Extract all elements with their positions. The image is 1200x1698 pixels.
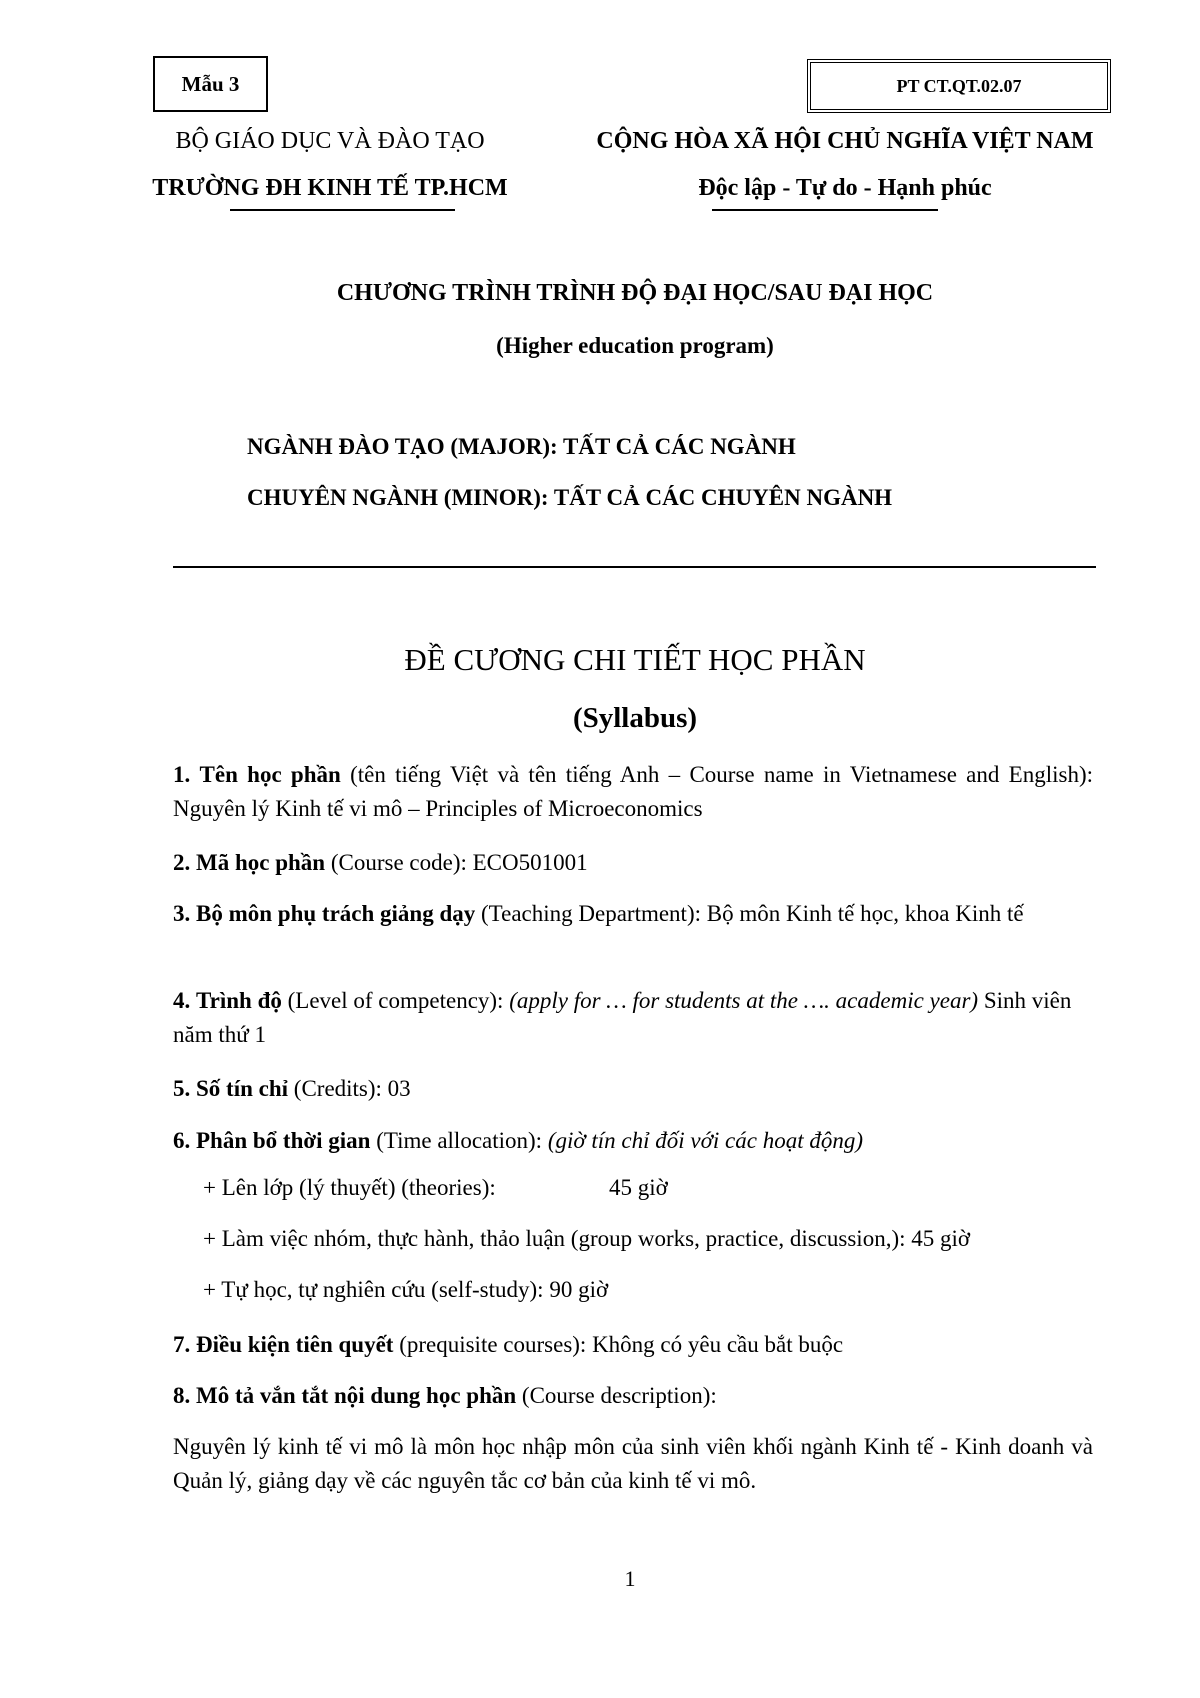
item-label: Trình độ bbox=[196, 988, 282, 1013]
item-course-code: 2. Mã học phần (Course code): ECO501001 bbox=[173, 850, 588, 875]
form-code-label: PT CT.QT.02.07 bbox=[896, 75, 1022, 96]
item-label: Số tín chỉ bbox=[196, 1076, 289, 1101]
time-theory-hours: 45 giờ bbox=[609, 1175, 668, 1200]
item-time-allocation: 6. Phân bổ thời gian (Time allocation): (giờ tín chỉ đối với các hoạt động) bbox=[173, 1128, 863, 1153]
item-label: Phân bổ thời gian bbox=[196, 1128, 371, 1153]
item-label: Mô tả vắn tắt nội dung học phần bbox=[196, 1383, 517, 1408]
form-number-label: Mẫu 3 bbox=[181, 71, 240, 96]
major-line: NGÀNH ĐÀO TẠO (MAJOR): TẤT CẢ CÁC NGÀNH bbox=[247, 434, 796, 459]
program-title: CHƯƠNG TRÌNH TRÌNH ĐỘ ĐẠI HỌC/SAU ĐẠI HỌC bbox=[336, 280, 934, 306]
item-level: 4. Trình độ (Level of competency): (apply for … for students at the …. academic year) Sinh viên năm thứ 1 bbox=[173, 988, 1072, 1047]
item-label: Điều kiện tiên quyết bbox=[196, 1332, 394, 1357]
item-label: Tên học phần bbox=[199, 762, 341, 787]
form-code-box bbox=[807, 59, 1111, 113]
time-theory: + Lên lớp (lý thuyết) (theories): bbox=[203, 1175, 496, 1200]
syllabus-subtitle: (Syllabus) bbox=[572, 702, 698, 734]
syllabus-title: ĐỀ CƯƠNG CHI TIẾT HỌC PHẦN bbox=[404, 642, 866, 677]
university-name: TRƯỜNG ĐH KINH TẾ TP.HCM bbox=[152, 175, 508, 201]
ministry-name: BỘ GIÁO DỤC VÀ ĐÀO TẠO bbox=[175, 128, 485, 154]
country-name: CỘNG HÒA XÃ HỘI CHỦ NGHĨA VIỆT NAM bbox=[596, 128, 1094, 154]
time-self-study: + Tự học, tự nghiên cứu (self-study): 90 giờ bbox=[203, 1277, 609, 1302]
university-underline bbox=[230, 209, 455, 211]
item-course-name: 1. Tên học phần (tên tiếng Việt và tên tiếng Anh – Course name in Vietnamese and English): Nguyên lý Kinh tế vi mô – Principles of Microeconomics bbox=[173, 762, 1093, 821]
item-department: 3. Bộ môn phụ trách giảng dạy (Teaching Department): Bộ môn Kinh tế học, khoa Kinh tế bbox=[173, 901, 1024, 926]
form-number-box bbox=[153, 56, 268, 112]
item-prerequisites: 7. Điều kiện tiên quyết (prequisite courses): Không có yêu cầu bắt buộc bbox=[173, 1332, 844, 1357]
time-group-work: + Làm việc nhóm, thực hành, thảo luận (group works, practice, discussion,): 45 giờ bbox=[203, 1226, 971, 1251]
item-course-description: 8. Mô tả vắn tắt nội dung học phần (Course description): bbox=[173, 1383, 717, 1408]
minor-line: CHUYÊN NGÀNH (MINOR): TẤT CẢ CÁC CHUYÊN NGÀNH bbox=[247, 485, 893, 510]
page-number: 1 bbox=[624, 1566, 636, 1591]
motto: Độc lập - Tự do - Hạnh phúc bbox=[698, 175, 992, 201]
description-paragraph: Nguyên lý kinh tế vi mô là môn học nhập môn của sinh viên khối ngành Kinh tế - Kinh doanh và Quản lý, giảng dạy về các nguyên tắc cơ bản của kinh tế vi mô. bbox=[173, 1434, 1093, 1493]
section-divider bbox=[173, 566, 1096, 568]
item-label: Mã học phần bbox=[196, 850, 326, 875]
program-subtitle: (Higher education program) bbox=[496, 333, 774, 358]
item-label: Bộ môn phụ trách giảng dạy bbox=[196, 901, 476, 926]
motto-underline bbox=[712, 209, 938, 211]
item-credits: 5. Số tín chỉ (Credits): 03 bbox=[173, 1076, 411, 1101]
